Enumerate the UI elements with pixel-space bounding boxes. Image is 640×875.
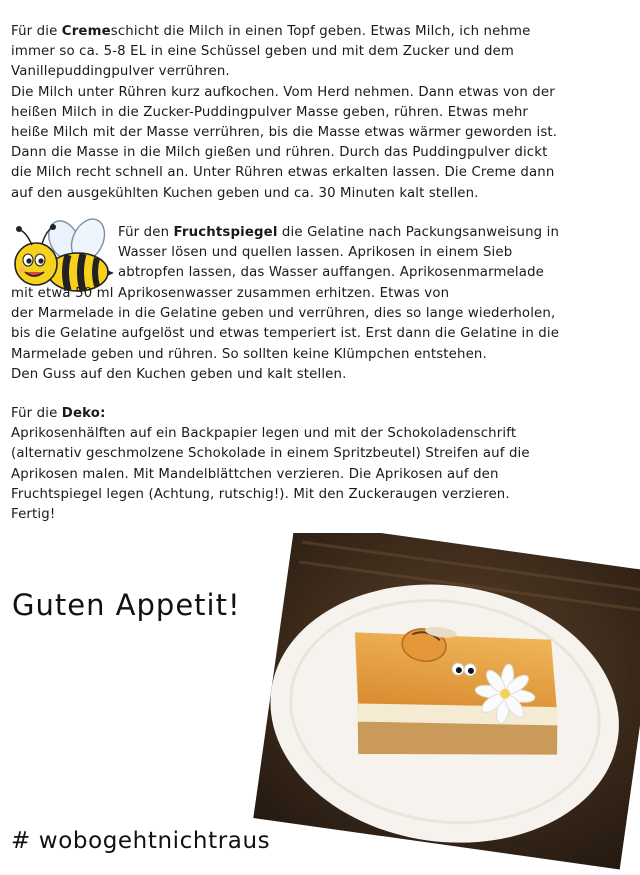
line-text: heiße Milch mit der Masse verrühren, bis die Masse etwas wärmer geworden ist. [11,125,558,141]
line-text: schicht die Milch in einen Topf geben. Etwas Milch, ich nehme [110,24,531,39]
text-line [11,83,631,103]
line-text: Fruchtspiegel legen (Achtung, rutschig!). Mit den Zuckeraugen verzieren. [11,486,510,502]
bold-keyword: Fruchtspiegel [173,225,278,240]
text-line [11,22,631,42]
text-line [11,304,631,324]
text-line [11,345,631,365]
line-text: (alternativ geschmolzene Schokolade in einem Spritzbeutel) Streifen auf die [11,446,530,462]
line-text: auf den ausgekühlten Kuchen geben und ca. 30 Minuten kalt stellen. [11,185,479,201]
line-text: die Gelatine nach Packungsanweisung in [277,225,560,240]
text-line [11,365,631,385]
line-text: mit etwa 50 ml Aprikosenwasser zusammen erhitzen. Etwas von [11,286,450,301]
text-line [118,263,623,283]
line-text: Für die [11,406,62,421]
text-line [11,123,631,143]
deko-section [11,404,631,525]
line-text: Fertig! [11,507,56,523]
line-text: Für die [11,24,62,39]
line-text: der Marmelade in die Gelatine geben und verrühren, dies so lange wiederholen, [11,306,556,322]
text-line [11,163,631,183]
line-text: Wasser lösen und quellen lassen. Aprikosen in einem Sieb [118,245,513,261]
text-line [11,485,631,505]
line-text: Die Milch unter Rühren kurz aufkochen. Vom Herd nehmen. Dann etwas von der [11,84,555,100]
greeting-text: Guten Appetit! [12,588,241,622]
line-text: Marmelade geben und rühren. So sollten keine Klümpchen entstehen. [11,346,487,362]
line-text: die Milch recht schnell an. Unter Rühren etwas erkalten lassen. Die Creme dann [11,165,555,181]
text-line [11,42,631,62]
cake-photo [241,533,640,875]
bold-keyword: Creme [61,24,111,39]
line-text: heißen Milch in die Zucker-Puddingpulver Masse geben, rühren. Etwas mehr [11,104,529,120]
text-line [11,324,631,344]
text-line [11,424,631,444]
line-text: Vanillepuddingpulver verrühren. [11,64,230,80]
text-line [11,103,631,123]
text-line [11,465,631,485]
line-text: Aprikosen malen. Mit Mandelblättchen verzieren. Die Aprikosen auf den [11,466,499,482]
text-line [118,223,623,243]
bold-keyword: Deko: [61,406,106,421]
line-text: Dann die Masse in die Milch gießen und rühren. Durch das Puddingpulver dickt [11,145,548,161]
fruchtspiegel-section [11,284,631,385]
fruchtspiegel-intro [118,223,623,284]
line-text: Für den [118,225,174,240]
line-text: immer so ca. 5-8 EL in eine Schüssel geben und mit dem Zucker und dem [11,44,514,60]
line-text: abtropfen lassen, das Wasser auffangen. Aprikosenmarmelade [118,265,544,281]
hashtag-text: # wobogehtnichtraus [11,828,271,854]
line-text: bis die Gelatine aufgelöst und etwas temperiert ist. Erst dann die Gelatine in die [11,326,560,342]
text-line [11,444,631,464]
line-text: Den Guss auf den Kuchen geben und kalt stellen. [11,366,347,382]
text-line [11,505,631,525]
text-line [11,284,631,304]
line-text: Aprikosenhälften auf ein Backpapier legen und mit der Schokoladenschrift [11,426,517,442]
text-line [118,243,623,263]
text-line [11,62,631,82]
creme-section [11,22,631,204]
text-line [11,184,631,204]
text-line [11,143,631,163]
text-line [11,404,631,424]
